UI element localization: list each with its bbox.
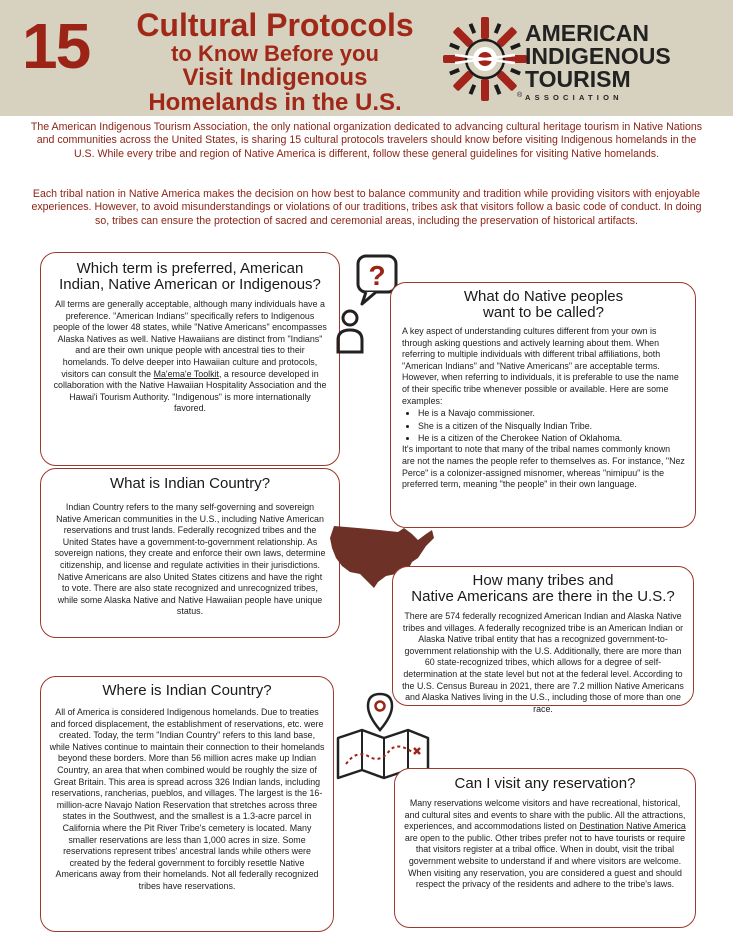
brand-name [525,22,730,103]
term-card-title [53,261,327,293]
example-item: • He is a citizen of the Cherokee Nation of Oklahoma. [418,432,685,444]
title-line-3: Visit Indigenous [182,64,368,91]
tribe-count-card [392,566,694,714]
brand-line-3: TOURISM [525,66,631,92]
names-card-body: A key aspect of understanding cultures different from your own is through asking questions and actively learning about them. When referring to multiple individuals with different tribal affiliations, both "American Indians" and "Native Americans" are acceptable terms. However, when referring to individuals, it is preferable to use the name of their specific tribe whenever possible or available. Here are some examples: [402,326,679,406]
visit-reservation-body [403,798,687,891]
intro-paragraph-2: Each tribal nation in Native America makes the decision on how best to balance community and tradition while providing visitors with enjoyable experiences. However, to avoid misunderstandings or violations of our traditions, tribes ask that visitors follow a basic code of conduct. In doing so, tribes can ensure the protection of sacred and ceremonial areas, including the preservation of historical artifacts. [31,188,702,227]
term-body-text-end: , a resource developed in collaboration with the Native Hawaiian Hospitality Association and the Hawai'i Tourism Authority. "Indigenous" is more internationally favored. [53,368,327,414]
example-item: • He is a Navajo commissioner. [418,407,685,419]
tribe-count-title-line-2: Native Americans are there in the U.S.? [411,588,675,605]
names-card-title [402,289,685,321]
where-country-title: Where is Indian Country? [102,682,272,699]
term-body-text: All terms are generally acceptable, although many individuals have a preference. "American Indians" specifically refers to Indigenous people of the lower 48 states, while "Native Americans" encompasses Alaska Natives as well. Native Hawaiians are distinct from "Indians" and are their own unique people with ancestral ties to their homelands. To delve deeper into Hawaiian culture and protocols, visitors can consult the [53,299,327,379]
term-card-body [53,299,327,415]
title-line-1: Cultural Protocols [136,7,414,43]
brand-line-1: AMERICAN [525,20,649,46]
names-card-body-2: It's important to note that many of the tribal names commonly known are not the names the people refer to themselves as. For instance, "Nez Perce" is a colonizer-assigned misnomer, whereas "nimipuu" is the preferred term, meaning "the people" in their own language. [402,444,685,490]
tribe-count-title-line-1: How many tribes and [472,572,614,589]
visit-reservation-card [394,768,696,928]
brand-line-2: INDIGENOUS [525,43,671,69]
destination-native-america-link[interactable]: Destination Native America [579,821,686,832]
page-title [118,8,432,115]
where-country-body: All of America is considered Indigenous homelands. Due to treaties and forced displacement, the establishment of reservations, etc. were created. Today, the term "Indian Country" refers to this land base, while Natives continue to maintain their connection to their homelands beyond these borders. More than 56 million acres make up Indian Country, an area that when combined would be roughly the size of Great Britain. This area is spread across 326 Indian lands, including reservations, rancherias, pueblos, and villages. The largest is the 16-million-acre Navajo Nation Reservation that stretches across three states in the Southwest, and the smallest is a 1.3-acre parcel in California where the Pit River Tribe's cemetery is located. Many smaller reservations are less than 1,000 acres in size. Some reservations represent tribes' ancestral lands while others were created by the federal government to forcibly resettle Native Americans away from their homelands. Not all federally recognized tribes have reservations. [49,707,325,891]
trademark-mark: ® [517,92,523,99]
term-title-line-2: Indian, Native American or Indigenous? [59,276,321,293]
title-line-2: to Know Before you [171,41,379,66]
protocol-count: 15 [22,10,90,82]
example-item: • She is a citizen of the Nisqually Indian Tribe. [418,420,685,432]
header-banner [0,0,733,116]
maemae-toolkit-link[interactable]: Ma'ema'e Toolkit [153,368,219,379]
visit-body-text: Many reservations welcome visitors and have recreational, historical, and cultural sites and events to share with the public. All the attractions, experiences, and accommodations listed on [404,798,686,832]
svg-text:?: ? [368,260,386,291]
indian-country-body: Indian Country refers to the many self-governing and sovereign Native American communities in the U.S., including Native American reservations and trust lands. Federally recognized tribes and the United States have a government-to-government relationship. As sovereign nations, they create and enforce their own laws, determine citizenship, and license and regulate activities in their jurisdictions. Native Americans are also United States citizens and have the right to vote. There are also state recognized and unrecognized tribes, while some Alaska Native and Native Hawaiian people have unique status. [54,502,326,617]
names-title-line-1: What do Native peoples [463,288,624,305]
title-line-4: Homelands in the U.S. [148,89,402,116]
term-preferred-card [40,252,340,466]
native-names-card [390,282,696,528]
indian-country-title: What is Indian Country? [109,475,271,492]
tribe-count-body: There are 574 federally recognized American Indian and Alaska Native tribes and villages. A federally recognized tribe is an American Indian or Alaska Native tribal entity that has a recognized government-to-government relationship with the U.S. Additionally, there are more than 60 state-recognized tribes, which allows for a degree of self-determination at the state level but not at the federal level. According to the U.S. Census Bureau in 2021, there are 7.2 million Native Americans and Alaska Natives living in the U.S., including those of more than one race. [402,611,684,714]
indian-country-card [40,468,340,638]
brand-line-4: ASSOCIATION [525,93,623,102]
where-country-card [40,676,334,932]
aita-logo-icon [440,14,530,104]
visit-body-text-end: are open to the public. Other tribes prefer not to have tourists or require that visitors register at a tribal office. When in doubt, visit the tribal government website to understand if and where visitors are welcome. When visiting any reservation, you are considered a guest and should respect the privacy of the residents and adhere to the tribe's laws. [404,832,686,890]
visit-reservation-title: Can I visit any reservation? [454,775,636,792]
intro-paragraph-1: The American Indigenous Tourism Association, the only national organization dedicated to advancing cultural heritage tourism in Native Nations and communities across the United States, is sharing 15 cultural protocols travelers should know before visiting Indigenous homelands in the U.S. While every tribe and region of Native America is different, follow these general guidelines for visiting Native homelands. [30,121,703,160]
term-title-line-1: Which term is preferred, American [76,260,304,277]
names-title-line-2: want to be called? [483,304,604,321]
tribe-examples-list [402,407,685,444]
tribe-count-title [401,573,685,605]
